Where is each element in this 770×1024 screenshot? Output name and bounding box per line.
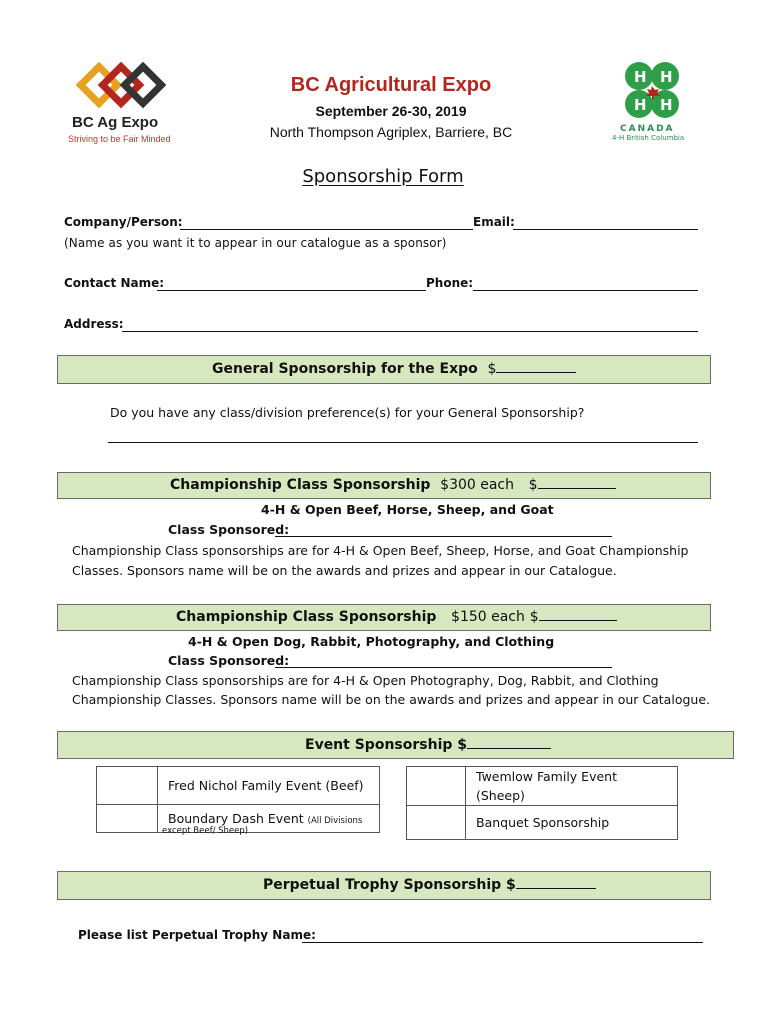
champ300-amount-prefix: $ bbox=[528, 477, 538, 493]
event-label-twemlow bbox=[466, 767, 678, 806]
champ300-price: $300 each bbox=[440, 477, 514, 493]
champ300-heading bbox=[170, 476, 616, 493]
champ150-desc-1: Championship Class sponsorships are for 4-H & Open Photography, Dog, Rabbit, and Clothing bbox=[72, 673, 659, 688]
champ300-desc-1: Championship Class sponsorships are for 4-H & Open Beef, Sheep, Horse, and Goat Championship bbox=[72, 543, 689, 558]
svg-text:H: H bbox=[634, 68, 647, 86]
address-input-line[interactable] bbox=[122, 331, 698, 332]
trophy-amount-input[interactable] bbox=[516, 876, 596, 889]
champ150-heading bbox=[176, 608, 617, 625]
event-table-right bbox=[406, 766, 678, 840]
event-amount-prefix: $ bbox=[457, 737, 468, 753]
page-title: BC Agricultural Expo bbox=[290, 74, 492, 96]
partner-name: 4-H British Columbia bbox=[612, 134, 685, 142]
champ150-heading-text: Championship Class Sponsorship bbox=[176, 609, 437, 625]
trophy-name-input-line[interactable] bbox=[302, 942, 703, 943]
bc-ag-expo-logo bbox=[62, 62, 182, 146]
contact-name-input-line[interactable] bbox=[157, 290, 426, 291]
partner-country: CANADA bbox=[620, 124, 675, 134]
event-label-twemlow-line1: Twemlow Family Event bbox=[476, 769, 617, 784]
event-label-fred-nichol-text: Fred Nichol Family Event (Beef) bbox=[168, 778, 364, 793]
champ150-amount-input[interactable] bbox=[539, 608, 617, 621]
event-label-twemlow-line2: (Sheep) bbox=[476, 788, 525, 803]
event-checkbox-twemlow[interactable] bbox=[407, 767, 466, 806]
svg-text:H: H bbox=[634, 96, 647, 114]
boundary-dash-note-b: except Beef/ Sheep) bbox=[162, 826, 249, 836]
champ300-subtitle: 4-H & Open Beef, Horse, Sheep, and Goat bbox=[261, 502, 554, 517]
general-preference-input-line[interactable] bbox=[108, 442, 698, 443]
svg-text:H: H bbox=[660, 68, 673, 86]
general-amount-prefix: $ bbox=[487, 361, 497, 377]
event-label-fred-nichol bbox=[158, 767, 380, 805]
champ300-class-input-line[interactable] bbox=[275, 536, 612, 537]
champ300-heading-text: Championship Class Sponsorship bbox=[170, 477, 431, 493]
company-input-line[interactable] bbox=[180, 229, 473, 230]
trophy-heading-text: Perpetual Trophy Sponsorship bbox=[263, 877, 502, 893]
clover-icon bbox=[617, 60, 687, 122]
trophy-heading bbox=[263, 876, 596, 893]
event-sponsorship-heading bbox=[305, 736, 551, 753]
email-label: Email: bbox=[473, 215, 515, 229]
champ150-amount-prefix: $ bbox=[529, 609, 539, 625]
contact-name-label: Contact Name: bbox=[64, 276, 165, 290]
boundary-dash-note-a: (All Divisions bbox=[307, 816, 363, 826]
event-heading-text: Event Sponsorship bbox=[305, 737, 453, 753]
trophy-amount-prefix: $ bbox=[506, 877, 516, 893]
event-amount-input[interactable] bbox=[467, 736, 551, 749]
email-input-line[interactable] bbox=[513, 229, 698, 230]
expo-diamond-icon bbox=[76, 62, 176, 114]
champ150-desc-2: Championship Classes. Sponsors name will be on the awards and prizes and appear in our Catalogue. bbox=[72, 692, 710, 707]
event-checkbox-boundary-dash[interactable] bbox=[97, 805, 158, 833]
address-label: Address: bbox=[64, 317, 124, 331]
champ300-amount-input[interactable] bbox=[538, 476, 616, 489]
event-label-boundary-dash-text: Boundary Dash Event bbox=[168, 811, 304, 826]
general-question: Do you have any class/division preference(s) for your General Sponsorship? bbox=[110, 405, 585, 420]
champ300-desc-2: Classes. Sponsors name will be on the awards and prizes and appear in our Catalogue. bbox=[72, 563, 617, 578]
event-location: North Thompson Agriplex, Barriere, BC bbox=[269, 124, 513, 140]
logo-tagline: Striving to be Fair Minded bbox=[68, 134, 171, 144]
event-checkbox-banquet[interactable] bbox=[407, 806, 466, 840]
svg-text:H: H bbox=[660, 96, 673, 114]
champ150-class-label: Class Sponsored: bbox=[168, 653, 290, 668]
champ150-price: $150 each bbox=[451, 609, 525, 625]
general-heading-text: General Sponsorship for the Expo bbox=[212, 361, 478, 377]
champ300-class-label: Class Sponsored: bbox=[168, 522, 290, 537]
trophy-name-label: Please list Perpetual Trophy Name: bbox=[78, 928, 316, 942]
general-sponsorship-heading bbox=[212, 360, 576, 377]
event-table-left bbox=[96, 766, 380, 833]
event-label-banquet bbox=[466, 806, 678, 840]
event-checkbox-fred-nichol[interactable] bbox=[97, 767, 158, 805]
4h-canada-logo bbox=[600, 58, 700, 144]
champ150-subtitle: 4-H & Open Dog, Rabbit, Photography, and Clothing bbox=[188, 634, 555, 649]
phone-input-line[interactable] bbox=[473, 290, 698, 291]
logo-name: BC Ag Expo bbox=[72, 114, 159, 131]
name-note: (Name as you want it to appear in our catalogue as a sponsor) bbox=[64, 236, 447, 250]
phone-label: Phone: bbox=[426, 276, 474, 290]
champ150-class-input-line[interactable] bbox=[275, 667, 612, 668]
form-title: Sponsorship Form bbox=[302, 166, 464, 187]
event-label-banquet-text: Banquet Sponsorship bbox=[476, 815, 610, 830]
general-amount-input[interactable] bbox=[496, 360, 576, 373]
company-label: Company/Person: bbox=[64, 215, 183, 229]
event-dates: September 26-30, 2019 bbox=[315, 103, 467, 119]
